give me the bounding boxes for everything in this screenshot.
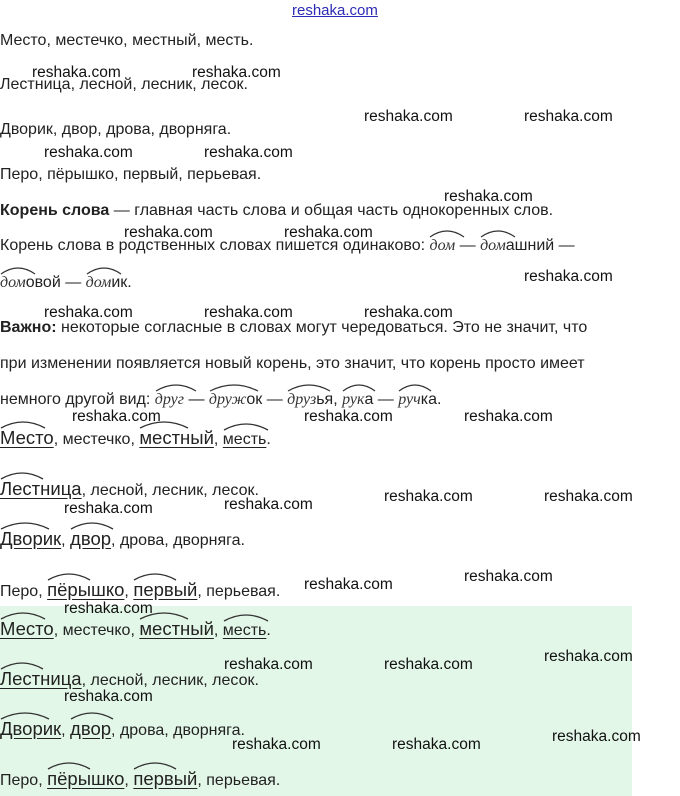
rule-line-2: Корень слова в родственных словах пишется одинаково: дом — домашний — bbox=[0, 236, 575, 256]
watermark: reshaka.com bbox=[72, 408, 161, 425]
watermark: reshaka.com bbox=[552, 728, 641, 745]
answer1-line-pero: Перо, пёрышко, первый, перьевая. bbox=[0, 580, 280, 602]
line-dvorik: Дворик, двор, дрова, дворняга. bbox=[0, 121, 232, 138]
root-word-peryshko: пёрышко bbox=[47, 769, 124, 789]
answer1-line-mesto: Место, местечко, местный, месть. bbox=[0, 428, 271, 450]
line-mesto: Место, местечко, местный, месть. bbox=[0, 32, 254, 49]
watermark: reshaka.com bbox=[192, 64, 281, 81]
root-dom-3: дом bbox=[0, 273, 26, 293]
watermark: reshaka.com bbox=[32, 64, 121, 81]
watermark: reshaka.com bbox=[284, 224, 373, 241]
watermark: reshaka.com bbox=[364, 304, 453, 321]
root-dom-1: дом bbox=[429, 236, 455, 256]
root-word-mest: месть bbox=[223, 621, 267, 641]
watermark: reshaka.com bbox=[64, 600, 153, 617]
root-arc-icon bbox=[0, 419, 46, 429]
line-lestnitsa: Лестница, лесной, лесник, лесок. bbox=[0, 76, 248, 93]
root-arc-icon bbox=[155, 382, 197, 392]
rule-line-3: домовой — домик. bbox=[0, 273, 132, 293]
root-arc-icon bbox=[133, 760, 177, 770]
important-line-2: при изменении появляется новый корень, это значит, что корень просто имеет bbox=[0, 355, 585, 372]
root-arc-icon bbox=[0, 265, 36, 275]
root-arc-icon bbox=[70, 710, 114, 720]
watermark: reshaka.com bbox=[544, 648, 633, 665]
root-word-pervyy: первый bbox=[133, 769, 197, 789]
root-arc-icon bbox=[133, 571, 177, 581]
site-watermark-top[interactable]: reshaka.com bbox=[292, 2, 378, 19]
root-arc-icon bbox=[0, 470, 44, 480]
root-arc-icon bbox=[86, 265, 122, 275]
watermark: reshaka.com bbox=[364, 108, 453, 125]
root-arc-icon bbox=[209, 382, 259, 392]
watermark: reshaka.com bbox=[232, 736, 321, 753]
watermark: reshaka.com bbox=[464, 408, 553, 425]
root-word-dvor: двор bbox=[70, 719, 111, 739]
root-word-dvorik: Дворик bbox=[0, 529, 61, 549]
root-arc-icon bbox=[223, 421, 269, 431]
watermark: reshaka.com bbox=[224, 496, 313, 513]
root-word-dvorik: Дворик bbox=[0, 719, 61, 739]
root-word-mestnyy: местный bbox=[139, 619, 214, 639]
root-word-dvor: двор bbox=[70, 529, 111, 549]
root-ruk: рук bbox=[342, 390, 364, 410]
root-drug: друг bbox=[155, 390, 184, 410]
root-word-mestnyy: местный bbox=[139, 428, 214, 448]
watermark: reshaka.com bbox=[304, 408, 393, 425]
root-druzh: друж bbox=[209, 390, 246, 410]
important-label: Важно: bbox=[0, 319, 57, 336]
watermark: reshaka.com bbox=[524, 108, 613, 125]
root-word-mesto: Место bbox=[0, 428, 54, 448]
root-arc-icon bbox=[398, 382, 432, 392]
root-dom-4: дом bbox=[86, 273, 112, 293]
answer1-line-dvorik: Дворик, двор, дрова, дворняга. bbox=[0, 529, 245, 551]
root-arc-icon bbox=[342, 382, 376, 392]
watermark: reshaka.com bbox=[224, 656, 313, 673]
watermark: reshaka.com bbox=[384, 488, 473, 505]
watermark: reshaka.com bbox=[464, 568, 553, 585]
watermark: reshaka.com bbox=[124, 224, 213, 241]
important-line-3: немного другой вид: друг — дружок — друзья, рука — ручка. bbox=[0, 390, 441, 410]
watermark: reshaka.com bbox=[204, 144, 293, 161]
root-arc-icon bbox=[47, 760, 91, 770]
line-pero: Перо, пёрышко, первый, перьевая. bbox=[0, 166, 262, 183]
watermark: reshaka.com bbox=[304, 576, 393, 593]
answer2-line-mesto: Место, местечко, местный, месть. bbox=[0, 619, 271, 641]
important-line-1: Важно: некоторые согласные в словах могут чередоваться. Это не значит, что bbox=[0, 319, 588, 336]
watermark: reshaka.com bbox=[384, 656, 473, 673]
watermark: reshaka.com bbox=[44, 144, 133, 161]
root-arc-icon bbox=[0, 710, 50, 720]
root-arc-icon bbox=[47, 571, 91, 581]
root-arc-icon bbox=[0, 660, 44, 670]
watermark: reshaka.com bbox=[444, 188, 533, 205]
watermark: reshaka.com bbox=[392, 736, 481, 753]
watermark: reshaka.com bbox=[544, 488, 633, 505]
answer2-line-dvorik: Дворик, двор, дрова, дворняга. bbox=[0, 719, 245, 741]
root-arc-icon bbox=[480, 228, 516, 238]
root-druz: друз bbox=[287, 390, 316, 410]
root-arc-icon bbox=[0, 610, 46, 620]
rule-definition: — главная часть слова и общая часть однокоренных слов. bbox=[109, 202, 554, 219]
root-word-peryshko: пёрышко bbox=[47, 580, 124, 600]
watermark: reshaka.com bbox=[524, 268, 613, 285]
answer2-line-lestnitsa: Лестница, лесной, лесник, лесок. bbox=[0, 669, 259, 691]
watermark: reshaka.com bbox=[64, 688, 153, 705]
root-word-mest: месть bbox=[223, 430, 267, 450]
root-arc-icon bbox=[70, 520, 114, 530]
root-arc-icon bbox=[0, 520, 50, 530]
root-arc-icon bbox=[223, 612, 269, 622]
root-word-mesto: Место bbox=[0, 619, 54, 639]
root-ruch: руч bbox=[398, 390, 421, 410]
watermark: reshaka.com bbox=[44, 304, 133, 321]
root-arc-icon bbox=[429, 228, 465, 238]
answer2-line-pero: Перо, пёрышко, первый, перьевая. bbox=[0, 769, 280, 791]
root-dom-2: дом bbox=[480, 236, 506, 256]
watermark: reshaka.com bbox=[204, 304, 293, 321]
answer1-line-lestnitsa: Лестница, лесной, лесник, лесок. bbox=[0, 479, 259, 501]
root-arc-icon bbox=[287, 382, 331, 392]
root-word-lestnitsa: Лестница bbox=[0, 479, 82, 499]
root-word-pervyy: первый bbox=[133, 580, 197, 600]
rule-term: Корень слова bbox=[0, 202, 110, 219]
rule-text: Корень слова в родственных словах пишется одинаково: bbox=[0, 237, 430, 254]
root-word-lestnitsa: Лестница bbox=[0, 669, 82, 689]
watermark: reshaka.com bbox=[64, 500, 153, 517]
